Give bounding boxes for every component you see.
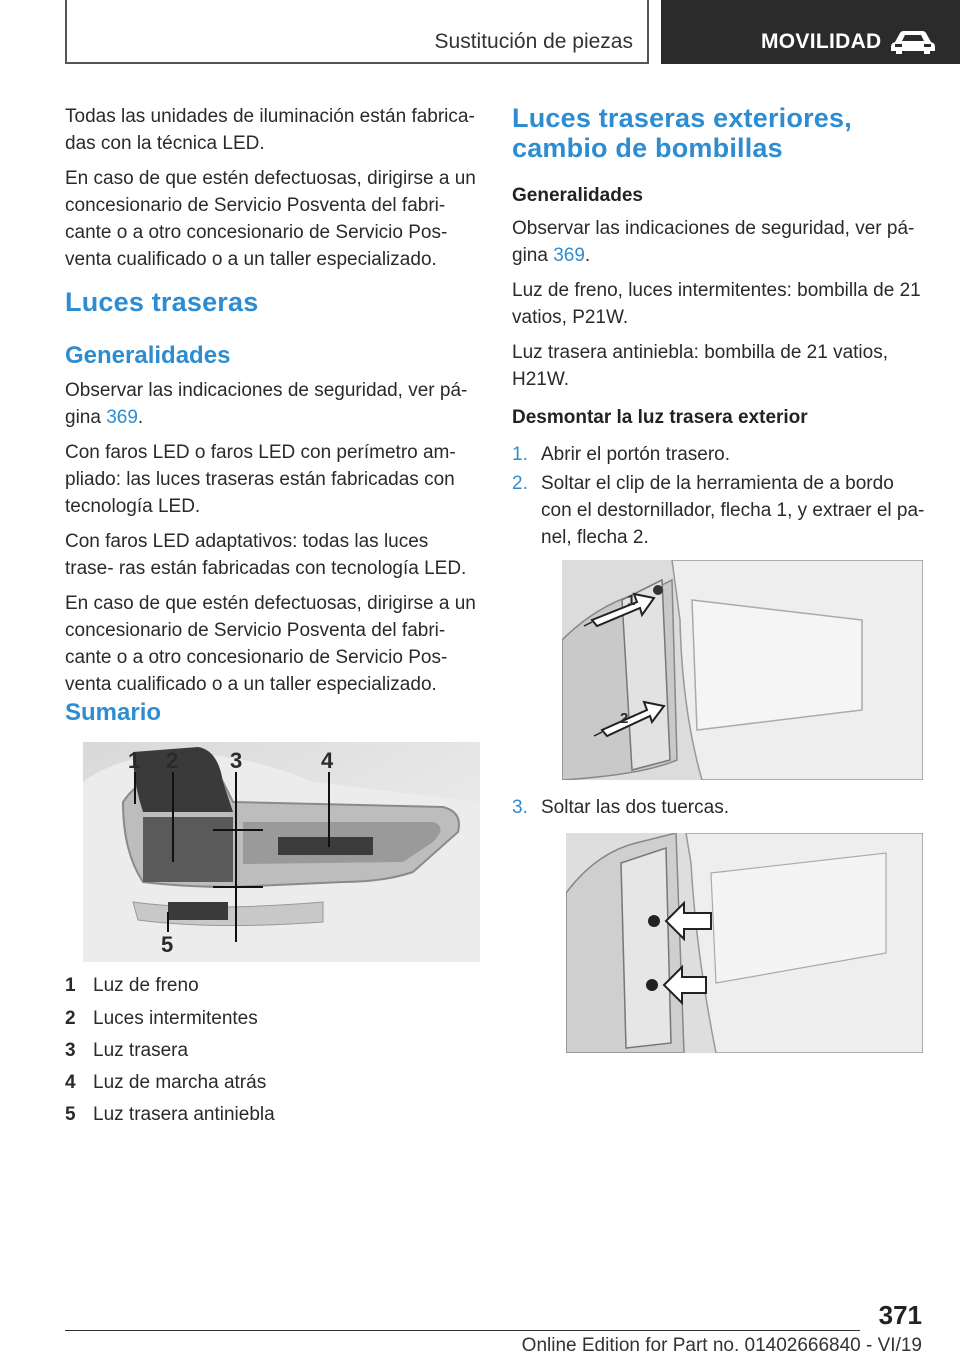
intro-text [65, 103, 480, 281]
subheading-overview: Sumario [65, 699, 162, 726]
right-general-text [512, 215, 927, 401]
figure-label-1: 1 [128, 748, 141, 773]
subheading-general-right: Generalidades [512, 185, 643, 206]
section-heading-exterior-bulbs: Luces traseras exteriores, cambio de bombillas [512, 103, 852, 163]
page-link-369[interactable]: 369 [106, 407, 138, 428]
footer-edition: Online Edition for Part no. 01402666840 - VI/19 [521, 1335, 922, 1356]
general-text [65, 377, 480, 706]
subheading-remove-light: Desmontar la luz trasera exterior [512, 407, 808, 428]
step-item: 3. Soltar las dos tuercas. [512, 797, 729, 818]
figure-label-3: 3 [230, 748, 243, 773]
car-icon [889, 28, 937, 56]
page-number: 371 [878, 1300, 922, 1330]
general-paragraph-4: En caso de que estén defectuosas, dirigirse a un concesionario de Servicio Posventa del fabri- cante o a otro concesionario de Servicio Pos- venta cualificado o a un taller especializado. [65, 593, 476, 695]
arrow-label-1: 1 [627, 592, 636, 609]
figure-label-4: 4 [321, 748, 334, 773]
general-paragraph-1: Observar las indicaciones de seguridad, ver pá- gina 369. [65, 380, 468, 428]
right-paragraph-2: Luz de freno, luces intermitentes: bombilla de 21 vatios, P21W. [512, 280, 921, 328]
header-section-box [65, 0, 649, 64]
nuts-illustration [566, 833, 923, 1053]
intro-paragraph-2: En caso de que estén defectuosas, dirigirse a un concesionario de Servicio Posventa del fabri- cante o a otro concesionario de Servicio Pos- venta cualificado o a un taller especializado. [65, 168, 476, 270]
step-item: 2. Soltar el clip de la herramienta de a bordo con el destornillador, flecha 1, y extraer el pa- nel, flecha 2. [512, 473, 925, 548]
general-paragraph-3: Con faros LED adaptativos: todas las luces trase- ras están fabricadas con tecnología LED. [65, 531, 467, 579]
step-item: 1. Abrir el portón trasero. [512, 444, 731, 465]
tail-light-drawing [83, 742, 480, 962]
right-paragraph-3: Luz trasera antiniebla: bombilla de 21 vatios, H21W. [512, 342, 889, 390]
arrow-label-2: 2 [620, 710, 629, 727]
general-paragraph-2: Con faros LED o faros LED con perímetro am- pliado: las luces traseras están fabricadas con tecnología LED. [65, 442, 456, 517]
figure-label-5: 5 [161, 932, 174, 957]
intro-paragraph-1: Todas las unidades de iluminación están fabrica- das con la técnica LED. [65, 106, 475, 154]
header-section-title: Sustitución de piezas [434, 30, 633, 53]
header-chapter-title: MOVILIDAD [761, 30, 882, 53]
header-chapter-box [661, 0, 960, 64]
page-link-369[interactable]: 369 [553, 245, 585, 266]
trunk-panel-drawing [562, 560, 923, 780]
subheading-general: Generalidades [65, 342, 231, 369]
right-paragraph-1: Observar las indicaciones de seguridad, ver pá- gina 369. [512, 218, 915, 266]
tail-light-illustration [83, 742, 480, 962]
trunk-panel-illustration [562, 560, 923, 780]
footer-divider [65, 1330, 860, 1331]
figure-label-2: 2 [166, 748, 179, 773]
section-heading-rear-lights: Luces traseras [65, 287, 259, 317]
nuts-drawing [566, 833, 923, 1053]
